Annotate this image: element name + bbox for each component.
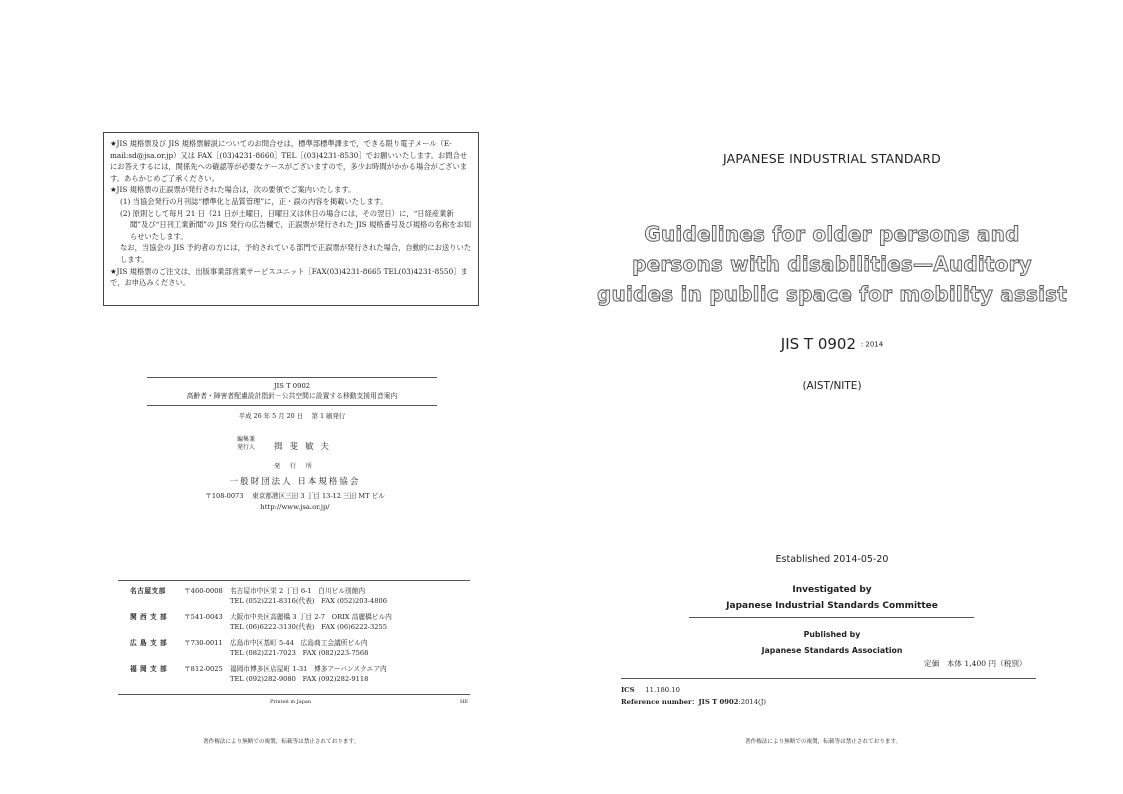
reference-label: Reference number： [621, 698, 699, 706]
branch-zip: 〒541-0043 [184, 613, 223, 621]
branch-address [230, 613, 480, 632]
standard-heading: JAPANESE INDUSTRIAL STANDARD [723, 151, 941, 166]
price: 定価 本体 1,400 円（税別） [924, 659, 1027, 668]
branch-address [230, 587, 480, 606]
footer-rule [621, 678, 1036, 679]
classification-block [621, 684, 766, 708]
publisher-address: 〒108-0073 東京都港区三田 3 丁目 13-12 三田 MT ビル [205, 492, 385, 500]
branch-phone: TEL (082)221-7023 FAX (082)223-7568 [230, 648, 369, 657]
notice-errata-item-1: (1) 当協会発行の月刊誌“標準化と品質管理”に，正・誤の内容を掲載いたします。 [120, 196, 388, 206]
left-page [0, 0, 561, 794]
editor-name: 揖斐敏夫 [274, 442, 337, 452]
branch-address [230, 639, 480, 658]
copyright-notice-right: 著作権法により無断での複製，転載等は禁止されております。 [745, 739, 902, 745]
reference-suffix: :2014(J) [738, 698, 767, 706]
title-line-1: Guidelines for older persons and [644, 222, 1020, 246]
notice-subscriber: なお，当協会の JIS 予約者の方には，予約されている部門で正誤票が発行された場合，自動的にお送りいたします。 [120, 243, 472, 264]
branch-address-line: 福岡市博多区店屋町 1-31 博多アーバンスクエア内 [230, 665, 387, 673]
editor-role-line-2: 発行人 [236, 444, 255, 451]
reference-value: JIS T 0902 [698, 698, 739, 706]
publisher-block [160, 461, 430, 511]
editor-role-line-1: 編集兼 [236, 436, 255, 443]
branch-name: 福 岡 支 部 [130, 665, 168, 673]
committee-rule [689, 617, 974, 618]
investigated-block [562, 582, 1102, 614]
colophon-mid-rule [147, 405, 437, 406]
editor-role [231, 436, 261, 452]
investigated-by-label: Investigated by [792, 585, 872, 595]
notice-errata: ★JIS 規格票の正誤票が発行された場合は，次の要領でご案内いたします。 [110, 185, 356, 195]
publisher-url: http://www.jsa.or.jp/ [260, 503, 330, 511]
publisher-org: 一般財団法人 日本規格協会 [229, 477, 361, 487]
branch-address [230, 665, 480, 684]
print-code: HE [460, 699, 469, 705]
branch-address-line: 大阪市中央区高麗橋 3 丁目 2-7 ORIX 高麗橋ビル内 [230, 613, 392, 621]
ics-value: 11.180.10 [645, 686, 680, 694]
ics-line [621, 684, 766, 696]
branch-phone: TEL (092)282-9080 FAX (092)282-9118 [230, 674, 369, 683]
branch-zip: 〒730-0011 [184, 639, 223, 647]
printed-in-japan: Printed in Japan [270, 699, 312, 705]
colophon-top-rule [147, 377, 437, 378]
branch-list [118, 580, 470, 683]
published-by-label: Published by [803, 630, 861, 639]
branch-top-rule [118, 580, 470, 581]
branch-name: 名古屋支部 [130, 587, 166, 595]
notice-order: ★JIS 規格票のご注文は，出版事業部営業サービスユニット［FAX(03)4231-8665 TEL(03)4231-8550］まで，お申込みください。 [110, 266, 468, 288]
association-name: Japanese Standards Association [761, 646, 903, 655]
branch-address-line: 名古屋市中区栄 2 丁目 6-1 白川ビル別館内 [230, 587, 366, 595]
agency: (AIST/NITE) [802, 380, 862, 392]
issue-date: 平成 26 年 5 月 20 日 第 1 刷発行 [238, 412, 346, 420]
notice-errata-item-2: (2) 原則として毎月 21 日（21 日が土曜日，日曜日又は休日の場合には，その翌日）に，“日経産業新聞”及び“日刊工業新聞”の JIS 発行の広告欄で，正誤票が発行された JIS 規格番号及び規格の名称をお知らせいたします。 [120, 208, 472, 241]
branch-bottom-rule [118, 694, 470, 695]
publisher-header: 発 行 所 [274, 463, 316, 470]
document-title [562, 219, 1102, 309]
colophon-title: 高齢者・障害者配慮設計指針－公共空間に設置する移動支援用音案内 [186, 392, 398, 400]
colophon-jis-number: JIS T 0902 [273, 382, 311, 390]
copyright-notice-left: 著作権法により無断での複製，転載等は禁止されております。 [203, 739, 360, 745]
established-date: Established 2014-05-20 [775, 554, 889, 565]
branch-phone: TEL (052)221-8316(代表) FAX (052)203-4806 [230, 596, 388, 605]
branch-name: 関 西 支 部 [130, 613, 168, 621]
branch-zip: 〒812-0025 [184, 665, 223, 673]
right-page [562, 0, 1123, 794]
branch-name: 広 島 支 部 [130, 639, 168, 647]
title-line-3: guides in public space for mobility assist [596, 282, 1068, 306]
branch-zip: 〒460-0008 [184, 587, 223, 595]
ics-label: ICS [621, 686, 635, 694]
branch-address-line: 広島市中区基町 5-44 広島商工会議所ビル内 [230, 639, 368, 647]
notice-inquiry: ★JIS 規格票及び JIS 規格票解説についてのお問合せは，標準部標準課まで，できる限り電子メール（E-mail:sd@jsa.or.jp）又は FAX［(03)4231-8660］TEL［(03)4231-8530］でお願いいたします。お問合せにお答えするには，関係先への確認等が必要なケースがございますので，多少お時間がかかる場合がございます。あらかじめご了承ください。 [110, 139, 468, 183]
colophon [147, 377, 437, 420]
jis-number [562, 335, 1102, 353]
published-block [562, 627, 1102, 659]
jis-year: : 2014 [860, 340, 884, 349]
notice-box [103, 132, 479, 306]
title-line-2: persons with disabilities—Auditory [632, 252, 1032, 276]
committee-name: Japanese Industrial Standards Committee [726, 601, 938, 611]
jis-code: JIS T 0902 [780, 335, 857, 353]
branch-phone: TEL (06)6222-3130(代表) FAX (06)6222-3255 [230, 622, 388, 631]
reference-line [621, 696, 766, 708]
